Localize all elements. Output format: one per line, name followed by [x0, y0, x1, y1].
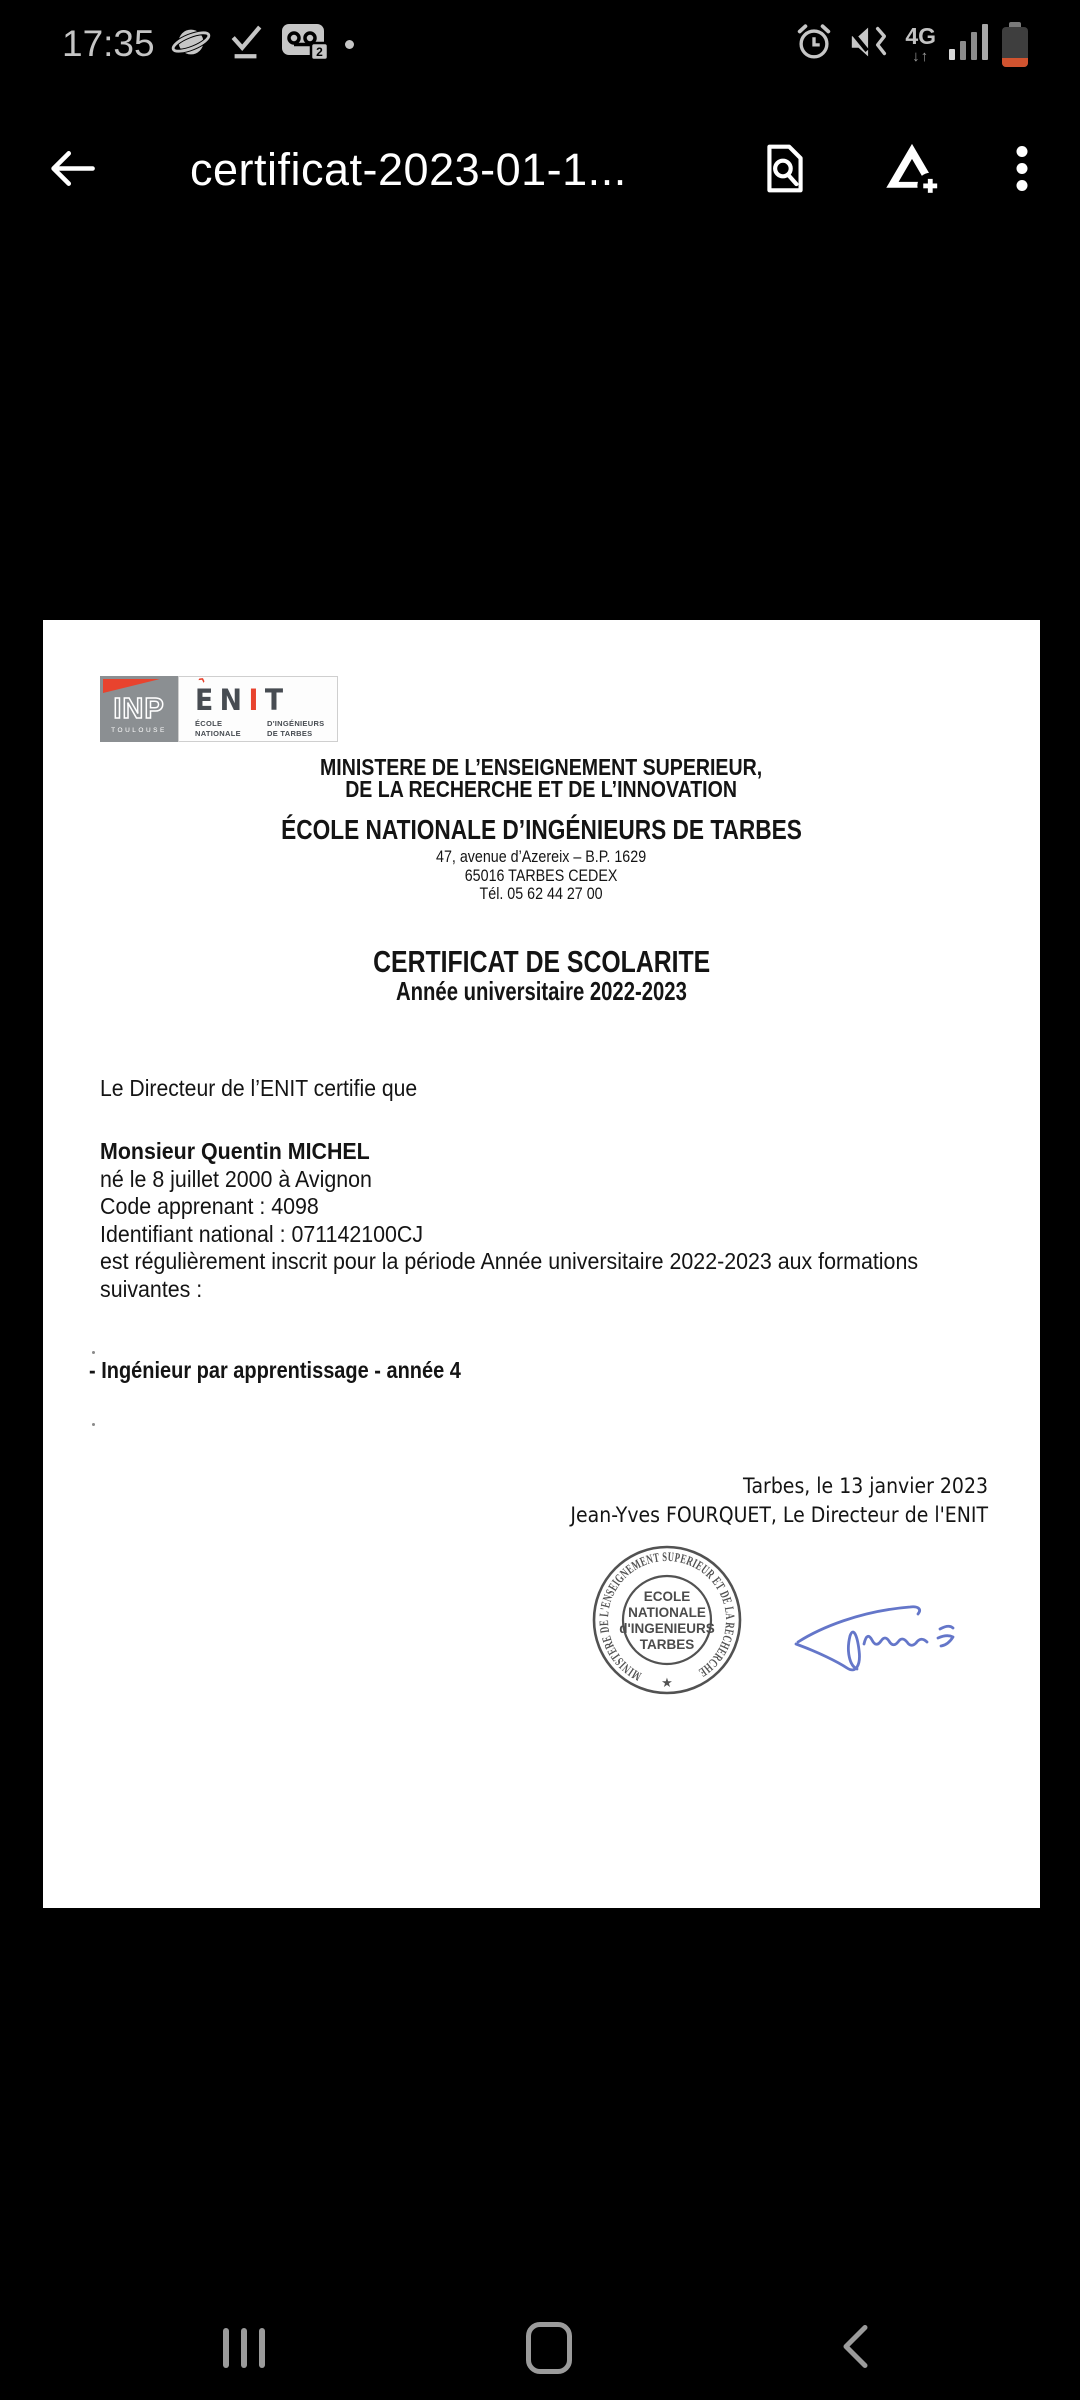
- stamp-center-line4: TARBES: [639, 1637, 695, 1652]
- formation-line: - Ingénieur par apprentissage - année 4: [89, 1357, 461, 1383]
- inp-letters: INP: [113, 693, 165, 725]
- student-info-block: [100, 1138, 918, 1303]
- ministry-heading: MINISTERE DE L’ENSEIGNEMENT SUPERIEUR, DE LA RECHERCHE ET DE L’INNOVATION: [320, 754, 763, 802]
- back-chevron-icon: [839, 2359, 875, 2374]
- stamp-star: ★: [661, 1675, 673, 1690]
- home-icon: [526, 2322, 572, 2374]
- home-button[interactable]: [526, 2322, 572, 2374]
- stamp-center-line1: ECOLE: [643, 1589, 691, 1604]
- signature-block: [408, 1472, 989, 1530]
- document-title: certificat-2023-01-1...: [190, 144, 627, 195]
- official-stamp: [582, 1535, 752, 1705]
- school-address: 47, avenue d’Azereix – B.P. 1629 65016 TARBES CEDEX Tél. 05 62 44 27 00: [436, 847, 647, 903]
- stray-dot: [92, 1423, 95, 1426]
- inp-toulouse-logo: [100, 676, 178, 742]
- intro-line: Le Directeur de l’ENIT certifie que: [100, 1075, 418, 1101]
- certificate-title: CERTIFICAT DE SCOLARITE: [372, 944, 711, 979]
- school-logo: [100, 673, 338, 742]
- handwritten-signature: [780, 1578, 992, 1682]
- recents-button[interactable]: [223, 2328, 265, 2368]
- date-line: Tarbes, le 13 janvier 2023: [743, 1474, 988, 1498]
- birth-line: né le 8 juillet 2000 à Avignon: [100, 1165, 372, 1192]
- certificate-page: [43, 620, 1040, 1908]
- inp-sub: TOULOUSE: [111, 727, 167, 734]
- signatory-line: Jean-Yves FOURQUET, Le Directeur de l'ENIT: [570, 1503, 988, 1527]
- certificate-subtitle: Année universitaire 2022-2023: [396, 976, 687, 1006]
- stamp-ring-text: MINISTERE DE L'ENSEIGNEMENT SUPERIEUR ET DE LA RECHERCHE: [595, 1548, 739, 1685]
- enit-sub-col2: D'INGÉNIEURS DE TARBES: [267, 719, 325, 738]
- svg-text:2: 2: [315, 44, 323, 59]
- stray-dot: [92, 1351, 95, 1354]
- status-clock: 17:35: [62, 23, 155, 64]
- recents-icon: [223, 2328, 265, 2368]
- enit-accent-mark: ›: [192, 673, 211, 686]
- student-name: Monsieur Quentin MICHEL: [100, 1138, 370, 1164]
- enit-sub-col1: ÉCOLE NATIONALE: [195, 719, 241, 738]
- stamp-center-line3: d'INGENIEURS: [619, 1621, 715, 1636]
- nav-back-button[interactable]: [839, 2323, 875, 2374]
- school-name: ÉCOLE NATIONALE D’INGÉNIEURS DE TARBES: [281, 814, 802, 845]
- navigation-bar: [0, 2296, 1080, 2400]
- network-type-label: 4G: [905, 22, 936, 49]
- enit-logo: [178, 673, 338, 742]
- enrollment-line2: suivantes :: [100, 1275, 203, 1302]
- stamp-center-line2: NATIONALE: [628, 1605, 706, 1620]
- enit-letters: ENIT: [195, 683, 290, 717]
- national-id-line: Identifiant national : 071142100CJ: [100, 1220, 424, 1247]
- data-arrows: ↓↑: [912, 47, 930, 65]
- enrollment-line1: est régulièrement inscrit pour la période Année universitaire 2022-2023 aux formations: [100, 1248, 919, 1274]
- code-line: Code apprenant : 4098: [100, 1193, 319, 1219]
